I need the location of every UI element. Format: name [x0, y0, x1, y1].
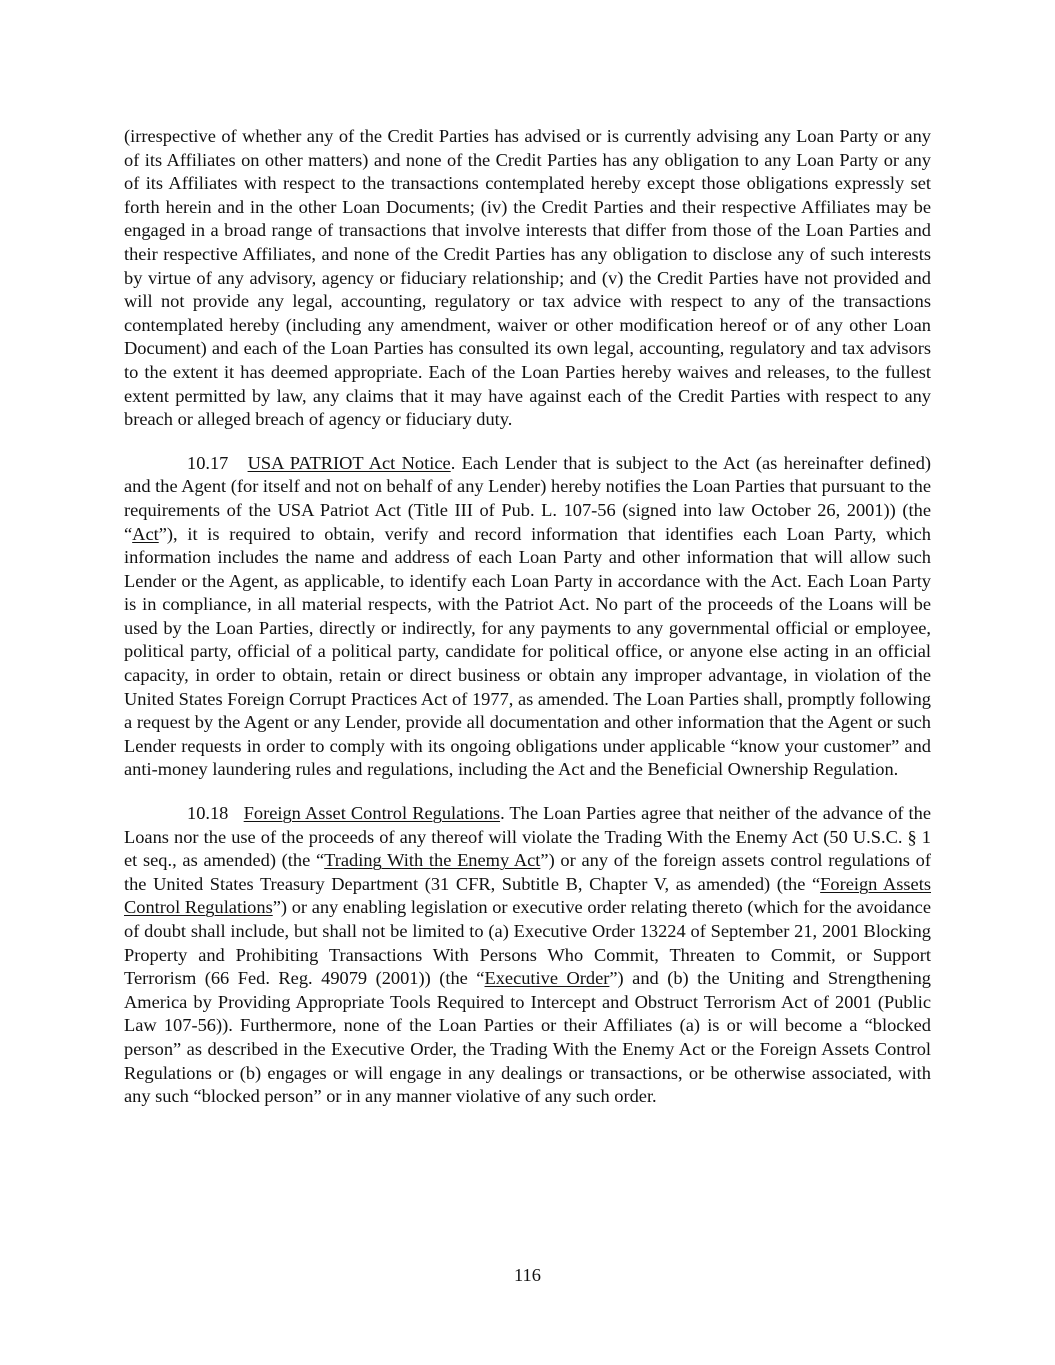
section-10-18-text-1: . The Loan Parties agree that neither of the advance of the Loans nor the use of the proceeds of any thereof will violate the Trading With the Enemy Act (50 U.S.C. § 1 et seq., as amended) (the “ — [124, 803, 931, 871]
section-10-18-paragraph — [124, 802, 931, 1109]
defined-term-act: Act — [132, 523, 159, 544]
section-10-18-text-3: ”) or any enabling legislation or executive order relating thereto (which for the avoidance of doubt shall include, but shall not be limited to (a) Executive Order 13224 of September 21, 2001 Blocking Property and Prohibiting Transactions With Persons Who Commit, Threaten to Commit, or Support Terrorism (66 Fed. Reg. 49079 (2001)) (the “ — [124, 897, 931, 989]
section-10-18-text-2: ”) or any of the foreign assets control regulations of the United States Treasury Department (31 CFR, Subtitle B, Chapter V, as amended) (the “ — [124, 850, 931, 894]
continuation-paragraph: (irrespective of whether any of the Credit Parties has advised or is currently advising any Loan Party or any of its Affiliates on other matters) and none of the Credit Parties has any obligation to any Loan Party or any of its Affiliates with respect to the transactions contemplated hereby except those obligations expressly set forth herein and in the other Loan Documents; (iv) the Credit Parties and their respective Affiliates may be engaged in a broad range of transactions that involve interests that differ from those of the Loan Parties and their respective Affiliates, and none of the Credit Parties has any obligation to disclose any of such interests by virtue of any advisory, agency or fiduciary relationship; and (v) the Credit Parties have not provided and will not provide any legal, accounting, regulatory or tax advice with respect to any of the transactions contemplated hereby (including any amendment, waiver or other modification hereof or of any other Loan Document) and each of the Loan Parties has consulted its own legal, accounting, regulatory and tax advisors to the extent it has deemed appropriate. Each of the Loan Parties hereby waives and releases, to the fullest extent permitted by law, any claims that it may have against each of the Credit Parties with respect to any breach or alleged breach of agency or fiduciary duty. — [124, 126, 931, 430]
section-10-18-text-4: ”) and (b) the Uniting and Strengthening America by Providing Appropriate Tools Required to Intercept and Obstruct Terrorism Act of 2001 (Public Law 107-56)). Furthermore, none of the Loan Parties or their Affiliates (a) is or will become a “blocked person” as described in the Executive Order, the Trading With the Enemy Act or the Foreign Assets Control Regulations or (b) engages or will engage in any dealings or transactions, or be otherwise associated, with any such “blocked person” or in any manner violative of any such order. — [124, 968, 931, 1107]
section-10-17-text-2: ”), it is required to obtain, verify and record information that identifies each Loan Party, which information includes the name and address of each Loan Party and other information that will allow such Lender or the Agent, as applicable, to identify each Loan Party in accordance with the Act. Each Loan Party is in compliance, in all material respects, with the Patriot Act. No part of the proceeds of the Loans will be used by the Loan Parties, directly or indirectly, for any payments to any governmental official or employee, political party, official of a political party, candidate for political office, or anyone else acting in an official capacity, in order to obtain, retain or direct business or obtain any improper advantage, in violation of the United States Foreign Corrupt Practices Act of 1977, as amended. The Loan Parties shall, promptly following a request by the Agent or any Lender, provide all documentation and other information that the Agent or such Lender requests in order to comply with its ongoing obligations under applicable “know your customer” and anti-money laundering rules and regulations, including the Act and the Beneficial Ownership Regulation. — [124, 523, 931, 780]
section-10-17-paragraph — [124, 452, 931, 782]
document-page — [124, 125, 931, 1109]
paragraph-spacer — [124, 782, 931, 802]
paragraph-spacer — [124, 432, 931, 452]
section-10-17-heading: USA PATRIOT Act Notice — [247, 452, 451, 473]
defined-term-foreign-assets-control-regulations: Foreign Assets Control Regulations — [124, 873, 931, 918]
section-10-17-text-1: . Each Lender that is subject to the Act (as hereinafter defined) and the Agent (for itself and not on behalf of any Lender) hereby notifies the Loan Parties that pursuant to the requirements of the USA Patriot Act (Title III of Pub. L. 107-56 (signed into law October 26, 2001)) (the “ — [124, 452, 932, 544]
defined-term-executive-order: Executive Order — [484, 968, 610, 989]
defined-term-trading-with-the-enemy-act: Trading With the Enemy Act — [324, 850, 541, 871]
section-10-17-number: 10.17 — [187, 452, 229, 473]
section-10-18-number: 10.18 — [187, 803, 229, 824]
section-10-18-heading: Foreign Asset Control Regulations — [243, 803, 501, 824]
page-number: 116 — [514, 1265, 541, 1285]
